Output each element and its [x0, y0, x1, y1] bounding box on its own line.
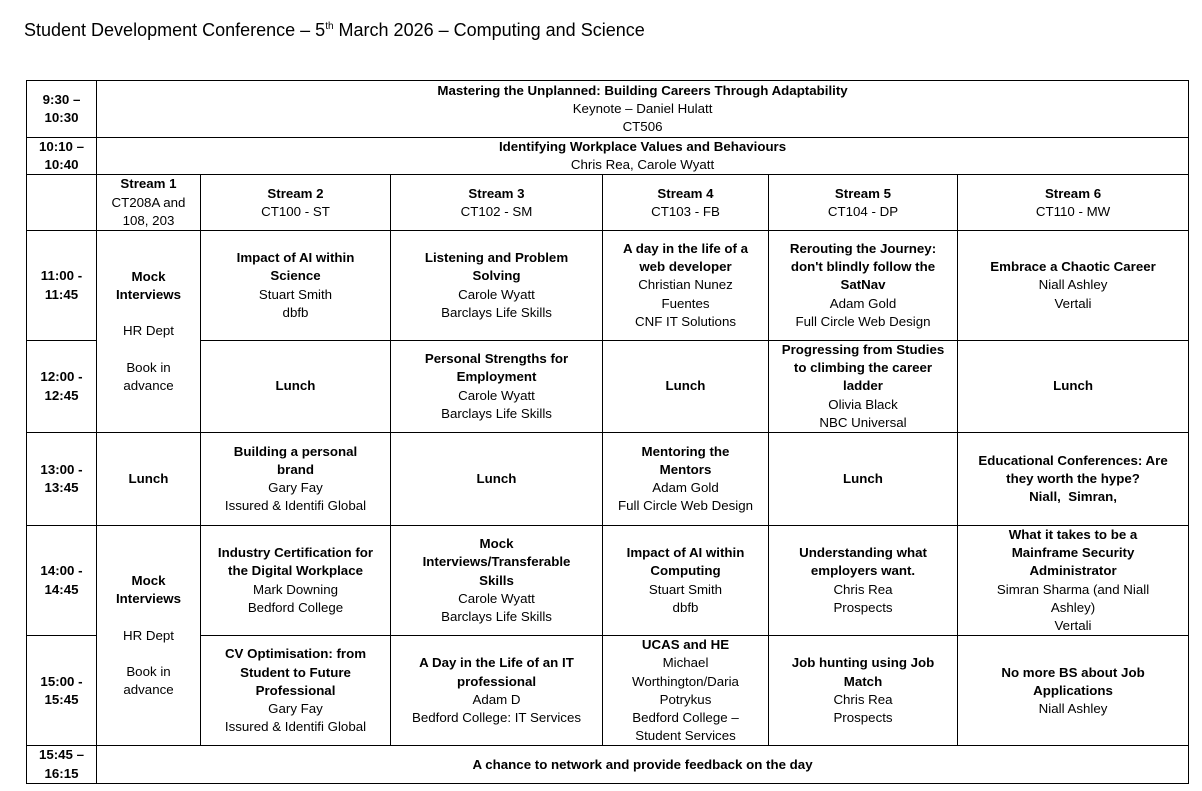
title-text-start: Student Development Conference – 5 [24, 20, 326, 40]
session-org: Issured & Identifi Global [224, 498, 367, 514]
session-org: dbfb [672, 599, 699, 615]
session-title: UCAS and HE [641, 637, 730, 653]
session-title: web developer [639, 259, 732, 275]
session-cell [958, 636, 1189, 746]
mock-interviews-morning [97, 231, 201, 433]
session-speaker: Gary Fay [268, 480, 323, 496]
mock-title: Interviews [115, 287, 182, 303]
keynote-title: Mastering the Unplanned: Building Careers Through Adaptability [437, 82, 848, 98]
session-title: brand [277, 461, 314, 477]
session-speaker: Fuentes [661, 295, 710, 311]
lunch-cell [769, 433, 958, 526]
values-title: Identifying Workplace Values and Behaviours [498, 139, 787, 154]
lunch-cell [391, 433, 603, 526]
session-title: Science [270, 268, 321, 284]
session-speaker: Adam Gold [829, 295, 897, 311]
session-title: Job hunting using Job [791, 655, 935, 671]
session-org: NBC Universal [819, 414, 907, 430]
time-start: 13:00 - [40, 461, 83, 477]
mock-title: Mock [131, 269, 166, 285]
time-start: 9:30 – [42, 91, 81, 107]
stream-name: Stream 4 [657, 185, 714, 201]
time-cell-1100 [27, 231, 97, 341]
mock-dept: HR Dept [123, 627, 174, 643]
time-end: 12:45 [44, 387, 79, 403]
time-end: 11:45 [44, 286, 79, 302]
time-cell-1500 [27, 636, 97, 746]
closing-session [97, 746, 1189, 783]
lunch-cell [201, 341, 391, 433]
session-title: What it takes to be a [1008, 527, 1138, 543]
stream-name: Stream 6 [1044, 185, 1102, 201]
session-title: Progressing from Studies [781, 342, 945, 358]
session-title: Building a personal [233, 443, 358, 459]
session-cell [201, 526, 391, 636]
session-org: Issured & Identifi Global [224, 719, 367, 735]
time-cell-1200 [27, 341, 97, 433]
time-start: 15:45 – [38, 747, 85, 763]
stream-room: CT102 - SM [460, 203, 533, 219]
time-end: 15:45 [44, 691, 79, 707]
stream-room: 108, 203 [122, 212, 175, 228]
lunch-label: Lunch [476, 470, 517, 486]
session-title: to climbing the career [793, 360, 933, 376]
stream-name: Stream 1 [120, 176, 177, 192]
time-cell-empty [27, 175, 97, 231]
slot-row-1100 [27, 231, 1189, 341]
time-end: 10:30 [44, 110, 79, 125]
session-title: Mentors [659, 461, 712, 477]
session-title: Impact of AI within [236, 250, 355, 266]
mock-title: Mock [131, 573, 166, 589]
session-speaker: Ashley) [1050, 599, 1096, 615]
session-title: Interviews/Transferable [422, 554, 571, 570]
session-org: Full Circle Web Design [618, 498, 753, 514]
session-cell [603, 231, 769, 341]
session-title: they worth the hype? [1006, 470, 1140, 486]
stream-5-header [769, 175, 958, 231]
lunch-label: Lunch [1053, 378, 1093, 394]
session-title: Employment [456, 369, 537, 385]
mock-note: advance [123, 682, 174, 698]
session-title: Personal Strengths for [424, 351, 569, 367]
session-cell [201, 433, 391, 526]
session-title: Mainframe Security [1011, 545, 1135, 561]
time-start: 11:00 - [40, 268, 83, 284]
session-org: dbfb [282, 304, 309, 320]
stream-room: CT110 - MW [1035, 203, 1111, 219]
session-org: Vertali [1054, 295, 1092, 311]
time-end: 13:45 [44, 480, 79, 496]
session-title: Rerouting the Journey: [789, 241, 937, 256]
stream-4-header [603, 175, 769, 231]
time-start: 12:00 - [40, 369, 83, 385]
session-org: Prospects [833, 710, 893, 726]
session-org: Full Circle Web Design [795, 313, 931, 329]
slot-row-1200 [27, 341, 1189, 433]
session-org: Bedford College: IT Services [411, 710, 581, 726]
session-speaker: Chris Rea [833, 691, 893, 707]
stream-name: Stream 5 [834, 185, 892, 201]
session-org: Student Services [635, 728, 736, 744]
time-cell-keynote [27, 81, 97, 138]
session-speaker: Worthington/Daria [632, 673, 739, 689]
session-speaker: Adam Gold [652, 480, 719, 496]
slot-row-1400 [27, 526, 1189, 636]
session-speaker: Carole Wyatt [458, 286, 535, 302]
keynote-speaker: Keynote – Daniel Hulatt [572, 100, 713, 116]
slot-row-1300 [27, 433, 1189, 526]
session-cell [391, 526, 603, 636]
session-cell [958, 526, 1189, 636]
session-title: Computing [650, 563, 721, 579]
stream-header-row [27, 175, 1189, 231]
session-speaker: Simran Sharma (and Niall [996, 581, 1150, 597]
session-title: Mock [479, 536, 514, 552]
lunch-cell [603, 341, 769, 433]
session-title: Skills [479, 572, 514, 588]
session-speaker: Carole Wyatt [458, 387, 535, 403]
session-org: Barclays Life Skills [441, 304, 552, 320]
session-title: A Day in the Life of an IT [419, 655, 574, 671]
time-start: 15:00 - [40, 673, 83, 689]
session-org: Prospects [833, 599, 893, 615]
session-title: Applications [1033, 682, 1113, 698]
keynote-row [27, 81, 1189, 138]
session-title: the Digital Workplace [228, 563, 363, 579]
session-title: Industry Certification for [217, 545, 374, 561]
mock-note: advance [123, 377, 174, 393]
stream-6-header [958, 175, 1189, 231]
session-org: Barclays Life Skills [441, 608, 552, 624]
stream-room: CT103 - FB [651, 203, 720, 219]
session-title: ladder [843, 378, 883, 394]
time-end: 14:45 [44, 581, 79, 597]
session-title: Impact of AI within [626, 545, 745, 561]
session-title: No more BS about Job [1001, 664, 1145, 680]
session-title: employers want. [810, 563, 916, 579]
session-speaker: Stuart Smith [648, 581, 723, 597]
session-title: Listening and Problem [424, 250, 569, 266]
mock-title: Interviews [115, 591, 182, 607]
title-superscript: th [325, 21, 334, 32]
session-title: professional [456, 673, 537, 689]
session-speaker: Stuart Smith [258, 286, 333, 302]
session-title: don't blindly follow the [790, 259, 936, 275]
session-org: Bedford College [247, 599, 344, 615]
session-title: Match [843, 673, 883, 689]
session-cell [603, 433, 769, 526]
session-cell [769, 231, 958, 341]
time-cell-1300 [27, 433, 97, 526]
session-title: CV Optimisation: from [224, 646, 367, 662]
stream-room: CT104 - DP [827, 203, 899, 219]
lunch-cell [97, 433, 201, 526]
session-speaker: Carole Wyatt [458, 590, 535, 606]
session-speaker: Niall Ashley [1038, 277, 1108, 293]
mock-note: Book in [126, 663, 171, 679]
stream-room: CT208A and [111, 194, 186, 210]
lunch-cell [958, 341, 1189, 433]
keynote-session [97, 81, 1189, 138]
time-start: 10:10 – [38, 139, 85, 154]
lunch-label: Lunch [843, 470, 883, 486]
schedule-table [26, 80, 1189, 784]
session-cell [391, 231, 603, 341]
session-speaker: Michael [662, 655, 709, 671]
session-title: Mentoring the [641, 443, 730, 459]
session-title: Administrator [1029, 563, 1117, 579]
session-title: Educational Conferences: Are [978, 452, 1168, 468]
session-title: Embrace a Chaotic Career [990, 259, 1156, 275]
mock-interviews-afternoon [97, 526, 201, 746]
session-org: CNF IT Solutions [635, 313, 736, 329]
session-cell [391, 636, 603, 746]
time-end: 10:40 [44, 157, 79, 173]
session-org: Bedford College – [632, 710, 739, 726]
lunch-label: Lunch [128, 470, 169, 486]
keynote-room: CT506 [622, 119, 663, 135]
closing-title: A chance to network and provide feedback on the day [472, 756, 813, 772]
time-cell-1400 [27, 526, 97, 636]
time-cell-closing [27, 746, 97, 783]
session-org: Barclays Life Skills [441, 405, 552, 421]
session-cell [769, 636, 958, 746]
stream-2-header [201, 175, 391, 231]
session-speaker: Adam D [472, 691, 521, 707]
values-speakers: Chris Rea, Carole Wyatt [570, 157, 715, 173]
session-title: SatNav [840, 277, 886, 293]
session-title: A day in the life of a [622, 241, 749, 256]
time-cell-values [27, 138, 97, 175]
title-text-end: March 2026 – Computing and Science [333, 20, 645, 40]
stream-name: Stream 3 [468, 185, 525, 201]
session-cell [201, 636, 391, 746]
page-title [24, 20, 645, 41]
session-speaker: Potrykus [659, 691, 712, 707]
session-cell [603, 526, 769, 636]
stream-name: Stream 2 [267, 185, 324, 201]
session-cell [201, 231, 391, 341]
session-title: Professional [255, 682, 336, 698]
values-row [27, 138, 1189, 175]
values-session [97, 138, 1189, 175]
session-cell [769, 341, 958, 433]
time-end: 16:15 [44, 765, 79, 781]
session-speaker: Olivia Black [828, 396, 898, 412]
session-speaker: Gary Fay [268, 700, 323, 716]
session-cell [391, 341, 603, 433]
session-cell [603, 636, 769, 746]
mock-dept: HR Dept [123, 323, 174, 339]
slot-row-1500 [27, 636, 1189, 746]
session-cell [958, 433, 1189, 526]
stream-room: CT100 - ST [261, 203, 330, 219]
stream-1-header [97, 175, 201, 231]
session-speaker: Mark Downing [253, 581, 338, 597]
closing-row [27, 746, 1189, 783]
lunch-label: Lunch [665, 378, 706, 394]
stream-3-header [391, 175, 603, 231]
session-title: Student to Future [240, 664, 351, 680]
lunch-label: Lunch [275, 378, 316, 394]
session-title: Solving [472, 268, 521, 284]
time-start: 14:00 - [40, 563, 83, 579]
session-cell [769, 526, 958, 636]
session-speaker: Niall Ashley [1038, 700, 1108, 716]
session-title: Understanding what [799, 545, 927, 561]
session-speaker: Chris Rea [833, 581, 893, 597]
session-speaker: Christian Nunez [638, 277, 733, 293]
mock-note: Book in [126, 359, 171, 375]
session-org: Vertali [1054, 618, 1092, 634]
session-cell [958, 231, 1189, 341]
session-title: Niall, Simran, [1029, 489, 1117, 505]
